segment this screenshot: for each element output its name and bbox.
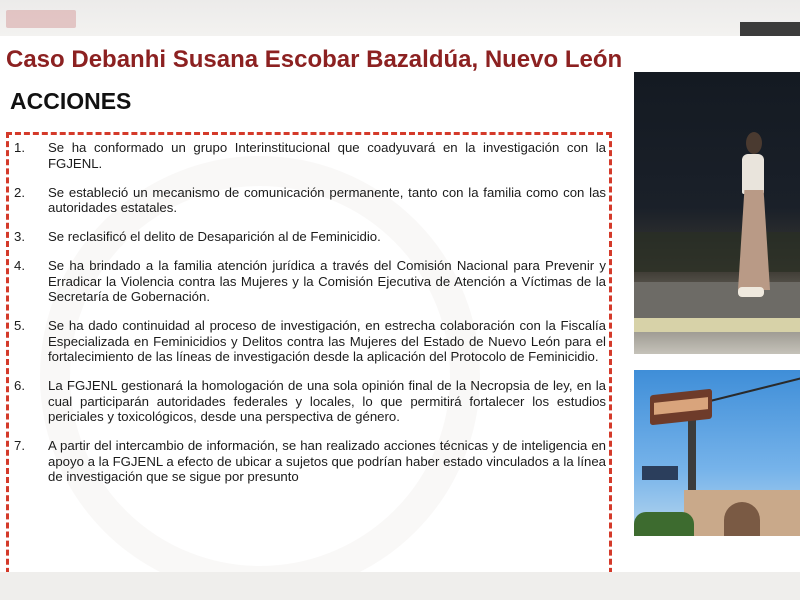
photo-motel-sign [634,370,800,536]
action-item-6 [14,378,606,425]
photo-figure-head [746,132,762,154]
top-bar [0,0,800,36]
photo-road [634,282,800,322]
slide-subtitle: ACCIONES [10,88,132,114]
slide-title: Caso Debanhi Susana Escobar Bazaldúa, Nuevo León [6,46,623,73]
action-text: Se ha brindado a la familia atención jurídica a través del Comisión Nacional para Prevenir y Erradicar la Violencia contra las Mujeres y la Comisión Ejecutiva de Atención a Víctimas de la Secretaría de Gobernación. [48,258,606,304]
government-logo [6,10,76,28]
action-text: Se reclasificó el delito de Desaparición al de Feminicidio. [48,229,381,244]
photo-figure-top [742,154,764,194]
action-item-4 [14,258,606,305]
action-number: 2. [14,184,25,200]
action-item-5 [14,318,606,365]
photo-trees [634,232,800,272]
action-text: La FGJENL gestionará la homologación de una sola opinión final de la Necropsia de ley, en la cual participarán autoridades federales y locales, lo que permitirá fortalecer los estudios periciales y toxicológicos, desde una perspectiva de género. [48,378,606,424]
photo-shrub [634,512,694,536]
action-item-1 [14,140,606,171]
action-text: Se ha dado continuidad al proceso de investigación, en estrecha colaboración con la Fiscalía Especializada en Feminicidios y Delitos contra las Mujeres del Estado de Nuevo León para el fortalecimiento de las líneas de investigación desde la aplicación del Protocolo de Feminicidio. [48,318,606,364]
action-number: 4. [14,258,25,273]
action-text: A partir del intercambio de información, se han realizado acciones técnicas y de inteligencia en apoyo a la FGJENL a efecto de ubicar a sujetos que podrían haber estado vinculados a la línea de investigación que se sigue por presunto [48,438,606,484]
photo-arch [724,502,760,536]
photo-figure-feet [738,287,764,297]
action-text: Se ha conformado un grupo Interinstitucional que coadyuvará en la investigación con la FGJENL. [48,140,606,171]
action-number: 3. [14,229,25,244]
bottom-bar [0,572,800,600]
corner-graphic [740,22,800,36]
action-text: Se estableció un mecanismo de comunicación permanente, tanto con la familia como con las autoridades estatales. [48,184,606,215]
actions-list [14,140,606,498]
action-item-2 [14,185,606,216]
action-number: 6. [14,378,25,393]
photo-curb [634,318,800,332]
action-number: 1. [14,140,25,155]
action-number: 7. [14,438,25,453]
photo-night-street [634,72,800,354]
photo-secondary-sign [642,466,678,480]
action-item-3 [14,229,606,245]
action-item-7 [14,438,606,485]
photo-figure-skirt [738,190,770,290]
photo-sign-panel [654,397,708,415]
action-number: 5. [14,318,25,333]
photo-motel-sign-board [650,389,712,426]
